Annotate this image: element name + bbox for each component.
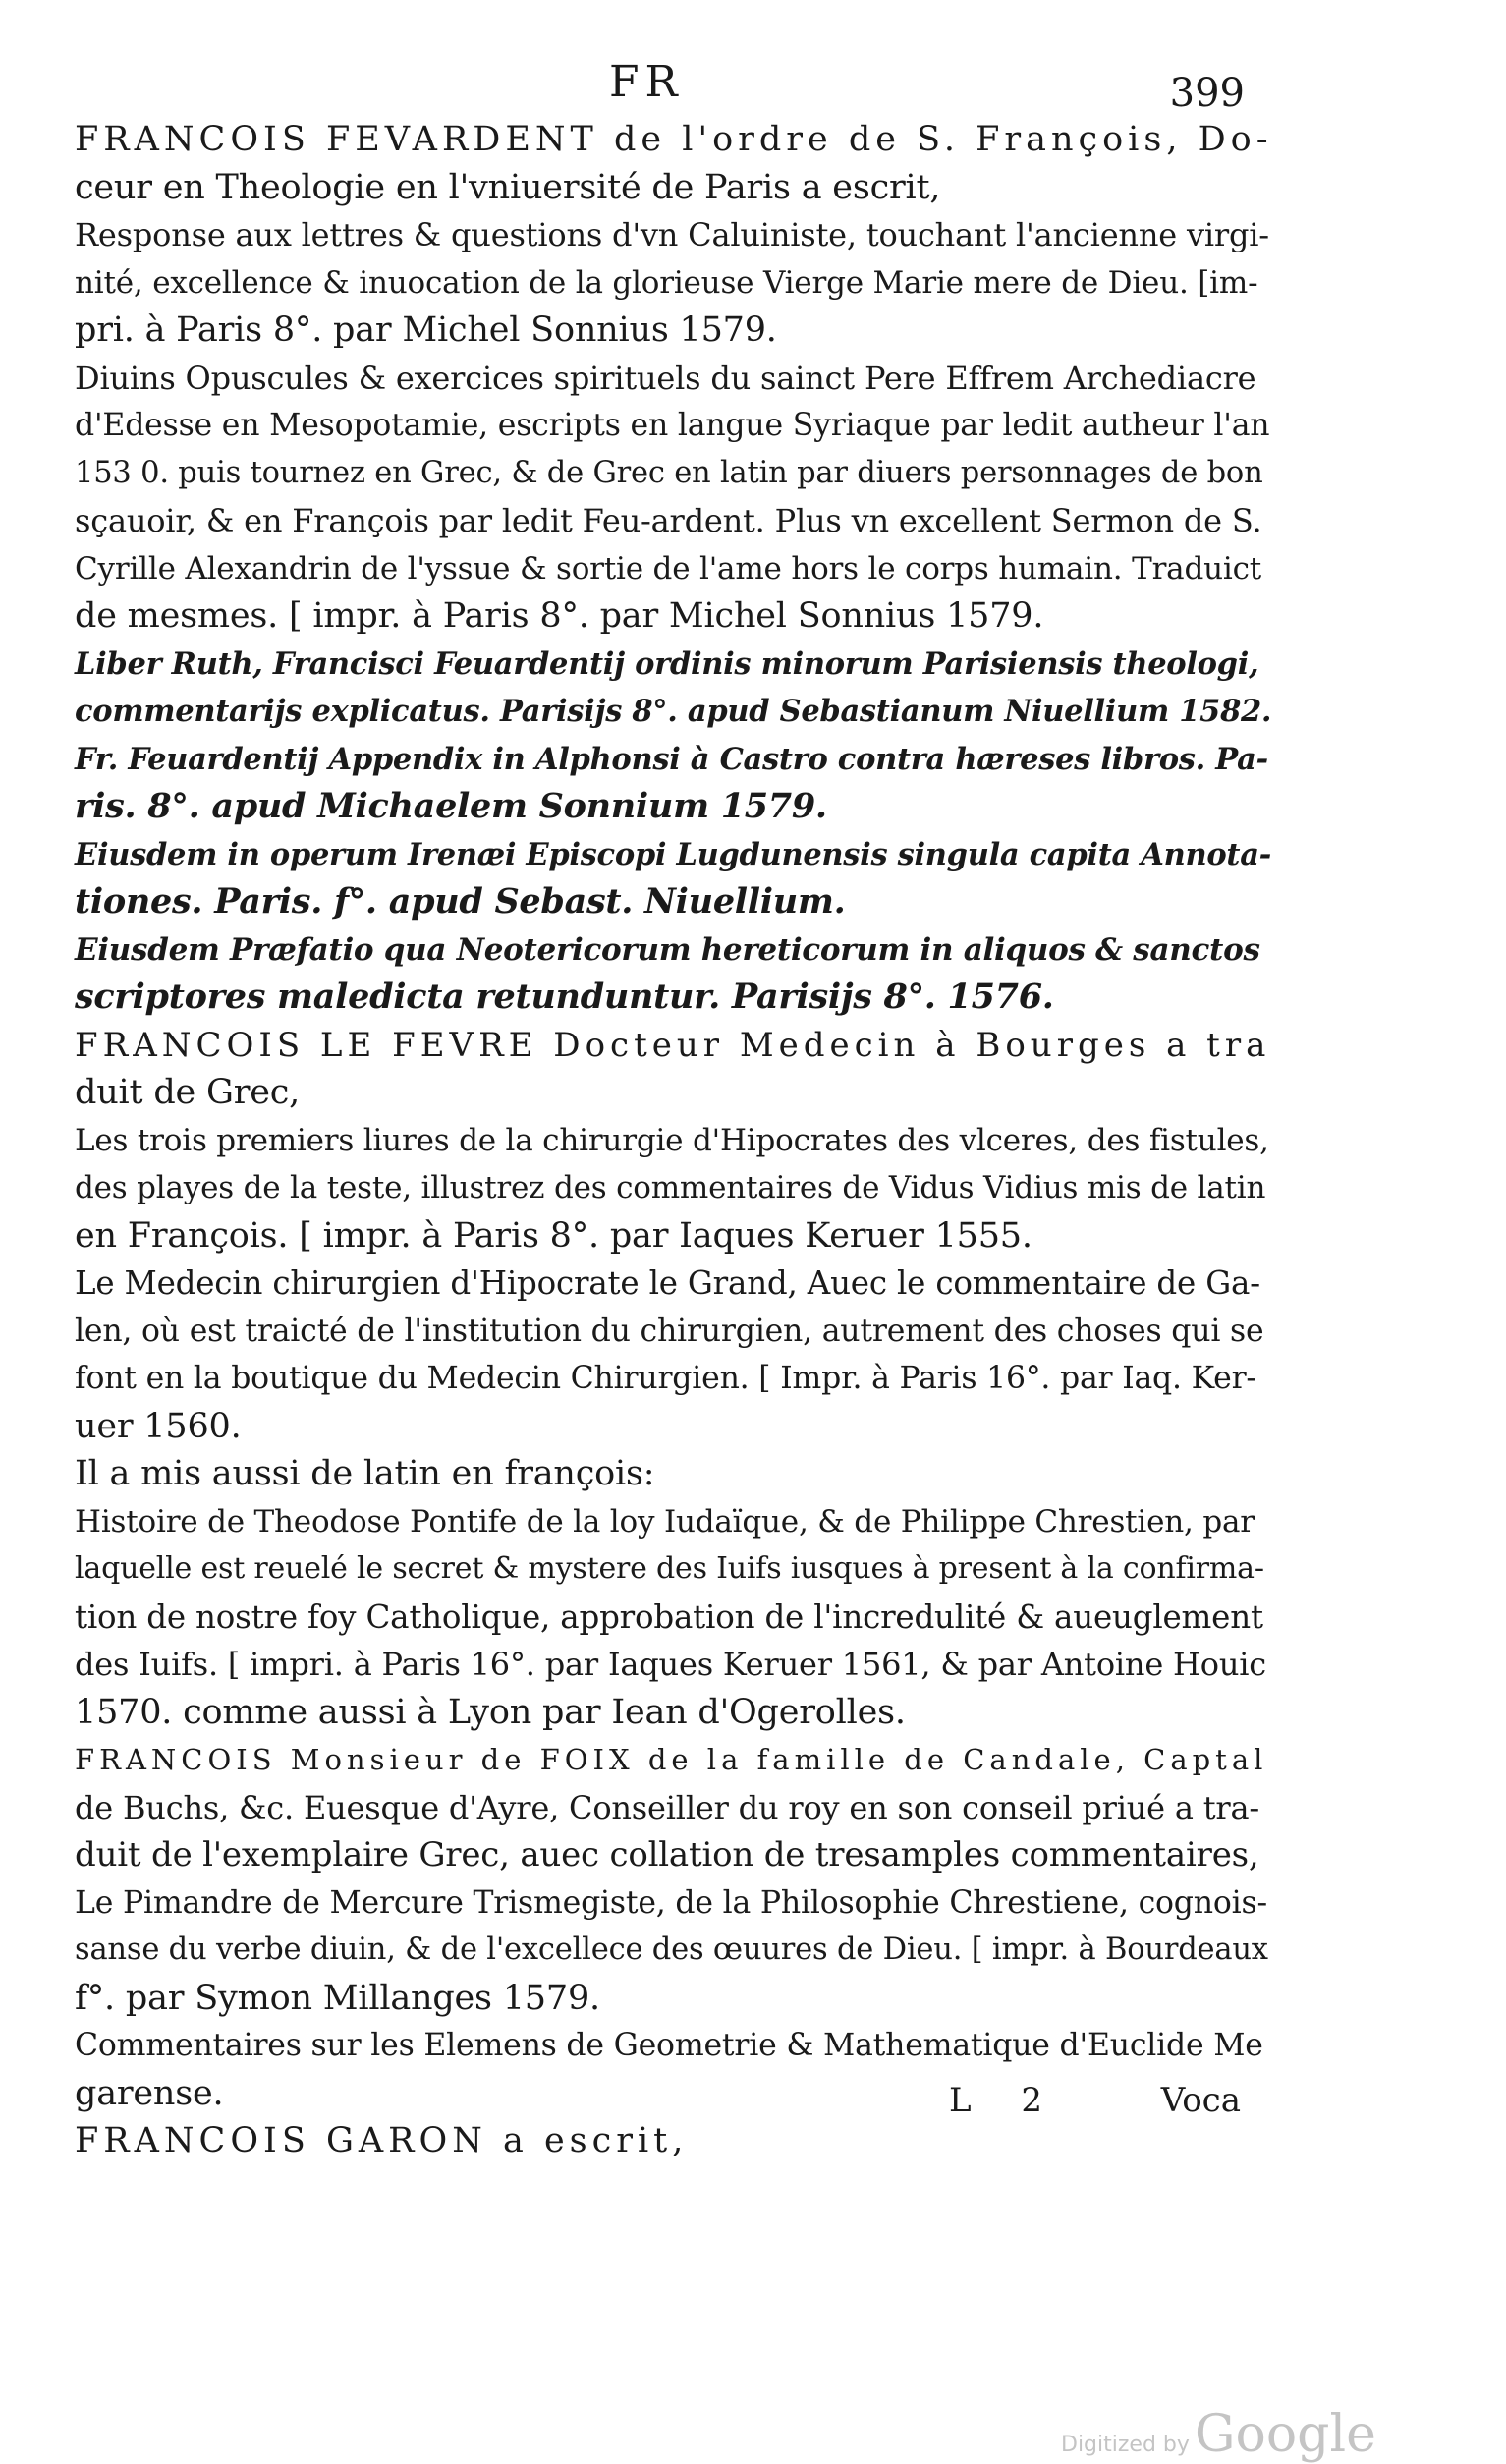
text-line: ceur en Theologie en l'vniuersité de Paris a escrit, [75,167,941,207]
text-block [75,116,1273,2165]
text-line: de mesmes. [ impr. à Paris 8°. par Michel Sonnius 1579. [75,596,1044,636]
text-line: des playes de la teste, illustrez des commentaires de Vidus Vidius mis de latin [75,1170,1266,1205]
text-line: scriptores maledicta retunduntur. Parisijs 8°. 1576. [75,977,1054,1017]
text-line: Liber Ruth, Francisci Feuardentij ordinis minorum Parisiensis theologi, [75,645,1259,682]
text-line: Histoire de Theodose Pontife de la loy Iudaïque, & de Philippe Chrestien, par [75,1503,1255,1540]
text-line: duit de Grec, [75,1073,301,1112]
text-line: d'Edesse en Mesopotamie, escripts en langue Syriaque par ledit autheur l'an [75,408,1270,443]
text-line: sanse du verbe diuin, & de l'excellece des œuures de Dieu. [ impr. à Bourdeaux [75,1932,1268,1967]
catchword: Voca [1160,2081,1241,2120]
text-line: FRANCOIS GARON a escrit, [75,2121,689,2160]
text-line: tiones. Paris. f°. apud Sebast. Niuellium. [75,881,846,922]
text-line: Eiusdem in operum Irenæi Episcopi Lugdunensis singula capita Annota- [75,836,1272,872]
text-line: 153 0. puis tournez en Grec, & de Grec en latin par diuers personnages de bon [75,455,1263,490]
page-number: 399 [1169,71,1245,116]
text-line: Fr. Feuardentij Appendix in Alphonsi à Castro contra hæreses libros. Pa- [75,741,1268,777]
text-line: tion de nostre foy Catholique, approbation de l'incredulité & aueuglement [75,1597,1263,1636]
text-line: font en la boutique du Medecin Chirurgien. [ Impr. à Paris 16°. par Iaq. Ker- [75,1361,1256,1396]
text-line: Il a mis aussi de latin en françois: [75,1454,655,1493]
text-line: nité, excellence & inuocation de la glorieuse Vierge Marie mere de Dieu. [im- [75,264,1258,301]
google-logo: Google [1195,2405,1376,2464]
google-watermark [1061,2405,1376,2464]
page-footer [949,2081,1241,2120]
text-line: f°. par Symon Millanges 1579. [75,1978,600,2018]
signature-mark: L 2 [948,2081,1042,2120]
text-line: Commentaires sur les Elemens de Geometrie & Mathematique d'Euclide Me [75,2028,1263,2063]
text-line: Diuins Opuscules & exercices spirituels du sainct Pere Effrem Archediacre [75,359,1256,397]
watermark-prefix: Digitized by [1061,2433,1190,2457]
text-line: len, où est traicté de l'institution du chirurgien, autrement des choses qui se [75,1313,1264,1349]
text-line: 1570. comme aussi à Lyon par Iean d'Ogerolles. [75,1692,906,1732]
text-line: Response aux lettres & questions d'vn Caluiniste, touchant l'ancienne virgi- [75,216,1269,253]
text-line: FRANCOIS LE FEVRE Docteur Medecin à Bourges a tra [75,1025,1271,1065]
text-line: Le Pimandre de Mercure Trismegiste, de la Philosophie Chrestiene, cognois- [75,1884,1267,1921]
text-line: des Iuifs. [ impri. à Paris 16°. par Iaques Keruer 1561, & par Antoine Houic [75,1646,1266,1683]
text-line: Eiusdem Præfatio qua Neotericorum hereticorum in aliquos & sanctos [75,931,1260,968]
text-line: duit de l'exemplaire Grec, auec collation de tresamples commentaires, [75,1835,1259,1875]
running-head: FR [609,57,684,107]
text-line: uer 1560. [75,1406,242,1446]
text-line: FRANCOIS FEVARDENT de l'ordre de S. François, Do- [75,120,1273,159]
text-line: garense. [75,2073,224,2113]
text-line: en François. [ impr. à Paris 8°. par Iaques Keruer 1555. [75,1215,1032,1256]
text-line: laquelle est reuelé le secret & mystere des Iuifs iusques à present à la confirma- [75,1551,1264,1586]
text-line: FRANCOIS Monsieur de FOIX de la famille de Candale, Captal [75,1743,1268,1776]
text-line: ris. 8°. apud Michaelem Sonnium 1579. [75,786,827,826]
text-line: Le Medecin chirurgien d'Hipocrate le Grand, Auec le commentaire de Ga- [75,1264,1260,1302]
text-line: de Buchs, &c. Euesque d'Ayre, Conseiller du roy en son conseil priué a tra- [75,1788,1259,1826]
text-line: sçauoir, & en François par ledit Feu-ardent. Plus vn excellent Sermon de S. [75,502,1262,539]
text-line: Les trois premiers liures de la chirurgie d'Hipocrates des vlceres, des fistules, [75,1122,1269,1158]
text-line: commentarijs explicatus. Parisijs 8°. apud Sebastianum Niuellium 1582. [75,694,1272,729]
text-line: pri. à Paris 8°. par Michel Sonnius 1579. [75,310,777,350]
text-line: Cyrille Alexandrin de l'yssue & sortie de l'ame hors le corps humain. Traduict [75,550,1262,587]
